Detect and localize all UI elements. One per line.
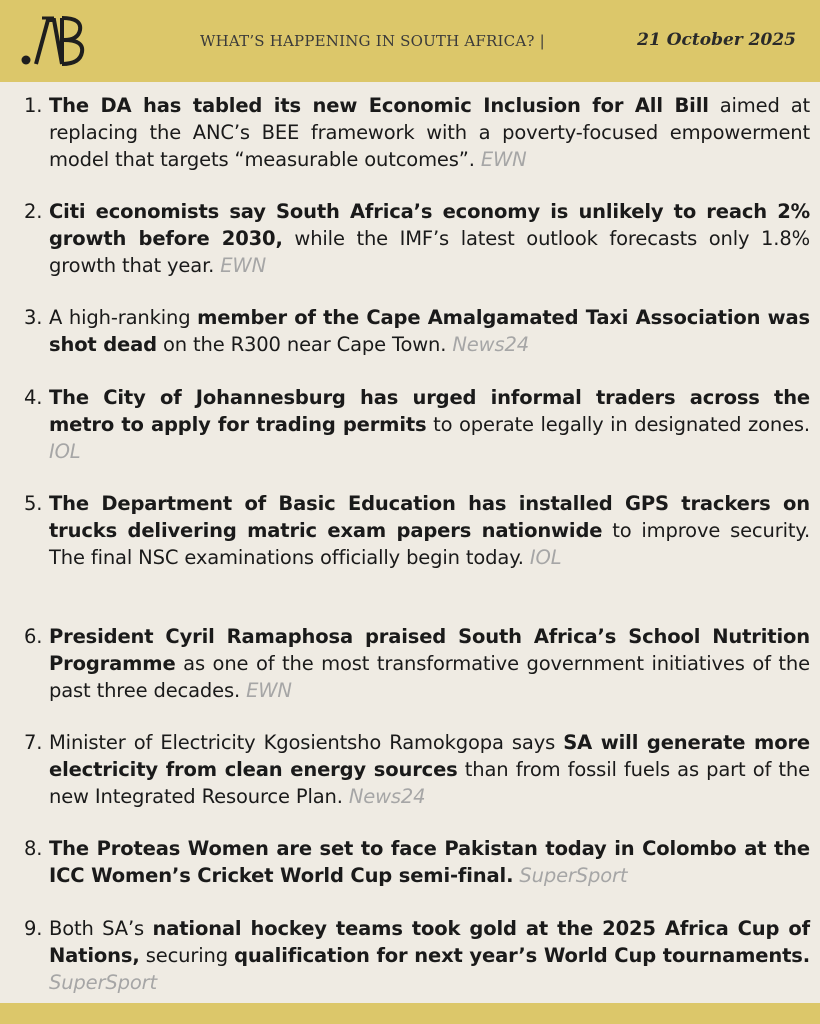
list-item [24,384,810,465]
item-text [49,915,810,996]
item-text [49,490,810,571]
item-body: to operate legally in designated zones. [426,413,810,436]
item-body: aimed at replacing the ANC’s BEE framework with a poverty-focused empowerment model that targets “measurable outcomes”. [49,94,810,171]
item-number: 7. [24,731,43,754]
item-text [49,198,810,279]
item-source: EWN [220,254,267,277]
item-headline: The DA has tabled its new Economic Inclusion for All Bill [49,94,709,117]
item-body: while the IMF’s latest outlook forecasts only 1.8% growth that year. [49,227,810,277]
list-item [24,729,810,810]
header-title: WHAT’S HAPPENING IN SOUTH AFRICA? | [200,32,545,50]
item-source: News24 [348,785,426,808]
brand-logo [18,10,88,70]
item-number: 4. [24,386,43,409]
header-banner [0,0,820,82]
list-item [24,835,810,889]
item-source: SuperSport [519,864,628,887]
footer-banner [0,1003,820,1024]
item-headline: SA will generate more electricity from clean energy sources [49,731,810,781]
item-source: SuperSport [49,971,157,994]
item-source: News24 [452,333,529,356]
item-headline: national hockey teams took gold at the 2025 Africa Cup of Nations, [49,917,810,967]
item-number: 5. [24,492,43,515]
list-item [24,915,810,996]
list-item [24,490,810,571]
item-text [49,304,810,358]
item-body: than from fossil fuels as part of the new Integrated Resource Plan. [49,758,810,808]
item-body-lead: Minister of Electricity Kgosientsho Ramokgopa says [49,731,564,754]
item-body-lead: A high-ranking [49,306,198,329]
list-item [24,92,810,173]
item-source: IOL [49,440,81,463]
item-headline-2: qualification for next year’s World Cup tournaments. [234,944,810,967]
item-number: 3. [24,306,43,329]
item-text [49,729,810,810]
item-number: 2. [24,200,43,223]
item-headline: member of the Cape Amalgamated Taxi Association was shot dead [49,306,810,356]
header-date: 21 October 2025 [637,30,796,50]
item-body-lead: Both SA’s [49,917,153,940]
item-headline: President Cyril Ramaphosa praised South Africa’s School Nutrition Programme [49,625,810,675]
item-headline: The City of Johannesburg has urged informal traders across the metro to apply for trading permits [49,386,810,436]
item-headline: Citi economists say South Africa’s economy is unlikely to reach 2% growth before 2030, [49,200,810,250]
list-item [24,304,810,358]
list-item [24,198,810,279]
item-source: EWN [480,148,527,171]
item-headline: The Department of Basic Education has installed GPS trackers on trucks delivering matric exam papers nationwide [49,492,810,542]
item-text [49,835,810,889]
item-text [49,92,810,173]
item-number: 9. [24,917,43,940]
item-body: on the R300 near Cape Town. [156,333,453,356]
item-number: 6. [24,625,43,648]
item-body: to improve security. The final NSC examinations officially begin today. [49,519,810,569]
item-body: as one of the most transformative government initiatives of the past three decades. [49,652,810,702]
item-number: 8. [24,837,43,860]
item-number: 1. [24,94,43,117]
item-text [49,623,810,704]
item-text [49,384,810,465]
item-source: IOL [529,546,562,569]
item-headline: The Proteas Women are set to face Pakistan today in Colombo at the ICC Women’s Cricket World Cup semi-final. [49,837,810,887]
item-body: securing [139,944,235,967]
item-source: EWN [246,679,292,702]
list-item [24,623,810,704]
